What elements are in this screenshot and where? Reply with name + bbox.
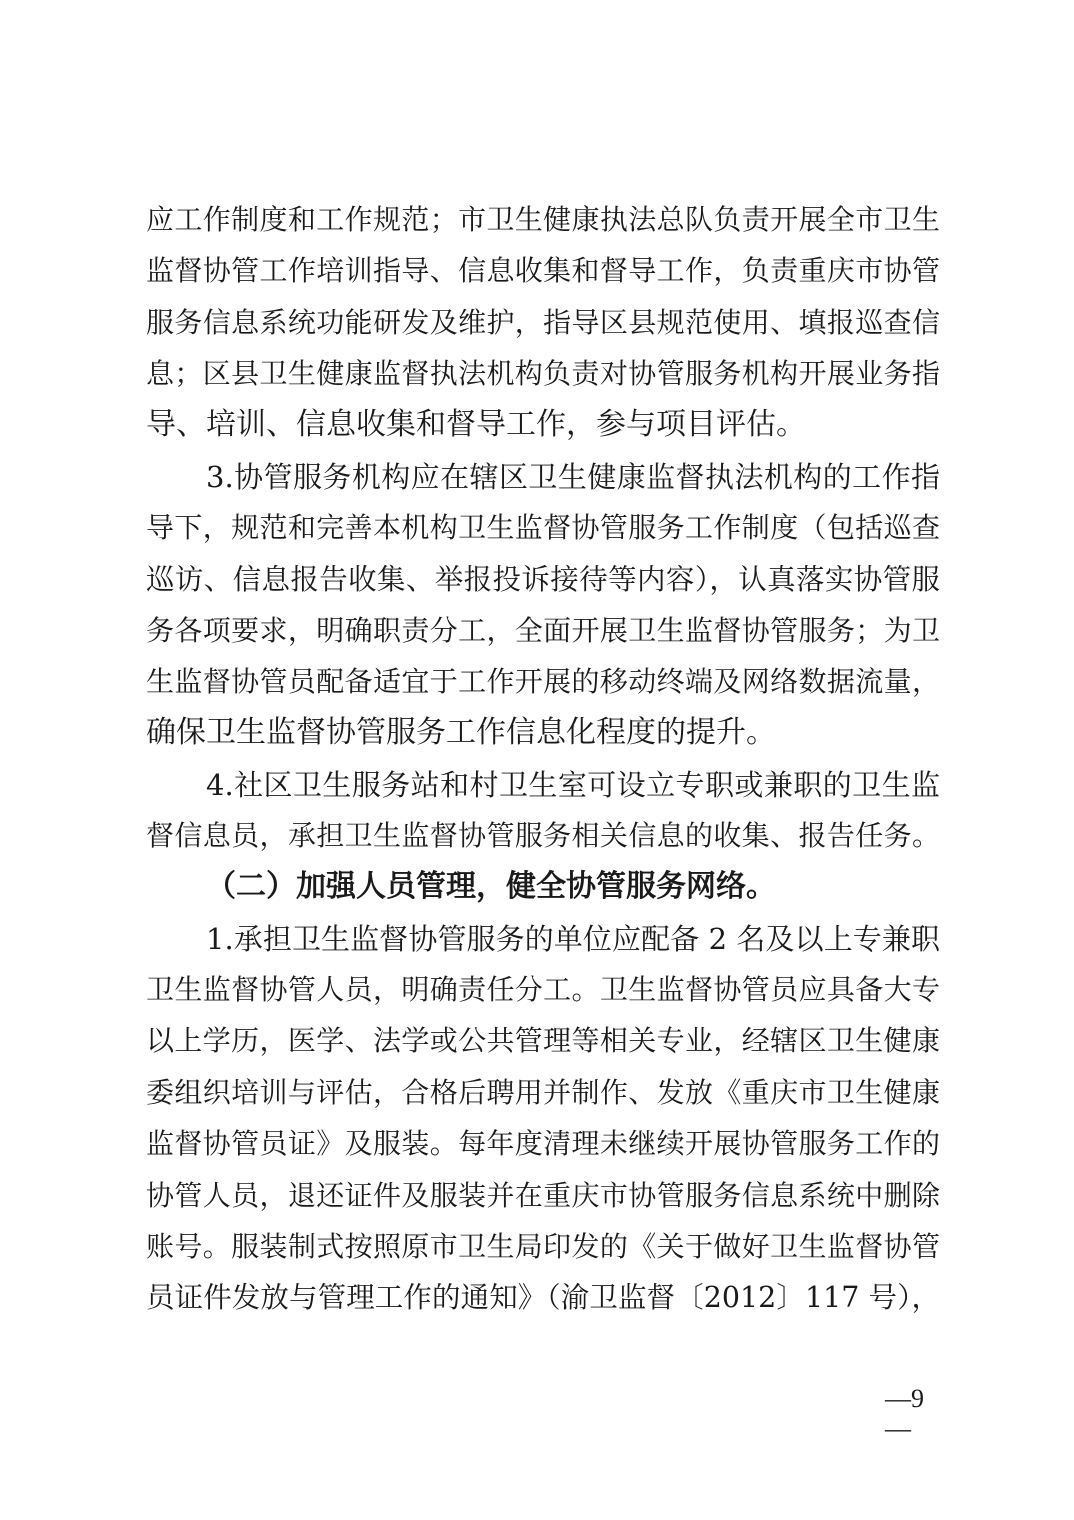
text-line: 息；区县卫生健康监督执法机构负责对协管服务机构开展业务指 bbox=[146, 357, 940, 390]
text-line: 3.协管服务机构应在辖区卫生健康监督执法机构的工作指 bbox=[206, 460, 940, 494]
text-line: 确保卫生监督协管服务工作信息化程度的提升。 bbox=[146, 715, 776, 750]
text-line: 以上学历，医学、法学或公共管理等相关专业，经辖区卫生健康 bbox=[146, 1024, 940, 1057]
text-line: 巡访、信息报告收集、举报投诉接待等内容），认真落实协管服 bbox=[146, 563, 940, 596]
text-line: 委组织培训与评估，合格后聘用并制作、发放《重庆市卫生健康 bbox=[146, 1076, 940, 1109]
text-line: 账号。服装制式按照原市卫生局印发的《关于做好卫生监督协管 bbox=[146, 1230, 940, 1263]
text-line: 监督协管员证》及服装。每年度清理未继续开展协管服务工作的 bbox=[146, 1127, 940, 1160]
page-number: —9— bbox=[885, 1384, 924, 1443]
text-line: 监督协管工作培训指导、信息收集和督导工作，负责重庆市协管 bbox=[146, 254, 940, 287]
text-line: 督信息员，承担卫生监督协管服务相关信息的收集、报告任务。 bbox=[146, 819, 940, 852]
text-line: 1.承担卫生监督协管服务的单位应配备 2 名及以上专兼职 bbox=[206, 922, 940, 956]
text-line: 员证件发放与管理工作的通知》（渝卫监督〔2012〕117 号）， bbox=[146, 1281, 940, 1314]
text-line: 导、培训、信息收集和督导工作，参与项目评估。 bbox=[146, 407, 806, 442]
text-line: 生监督协管员配备适宜于工作开展的移动终端及网络数据流量， bbox=[146, 665, 940, 698]
text-line: 协管人员，退还证件及服装并在重庆市协管服务信息系统中删除 bbox=[146, 1179, 940, 1212]
text-line: 务各项要求，明确职责分工，全面开展卫生监督协管服务；为卫 bbox=[146, 614, 940, 647]
text-line: 导下，规范和完善本机构卫生监督协管服务工作制度（包括巡查 bbox=[146, 511, 940, 544]
text-line: 4.社区卫生服务站和村卫生室可设立专职或兼职的卫生监 bbox=[206, 768, 940, 802]
text-line: 应工作制度和工作规范；市卫生健康执法总队负责开展全市卫生 bbox=[146, 203, 940, 236]
text-line: 服务信息系统功能研发及维护，指导区县规范使用、填报巡查信 bbox=[146, 306, 940, 339]
text-line: 卫生监督协管人员，明确责任分工。卫生监督协管员应具备大专 bbox=[146, 973, 940, 1006]
section-heading: （二）加强人员管理，健全协管服务网络。 bbox=[206, 869, 776, 904]
